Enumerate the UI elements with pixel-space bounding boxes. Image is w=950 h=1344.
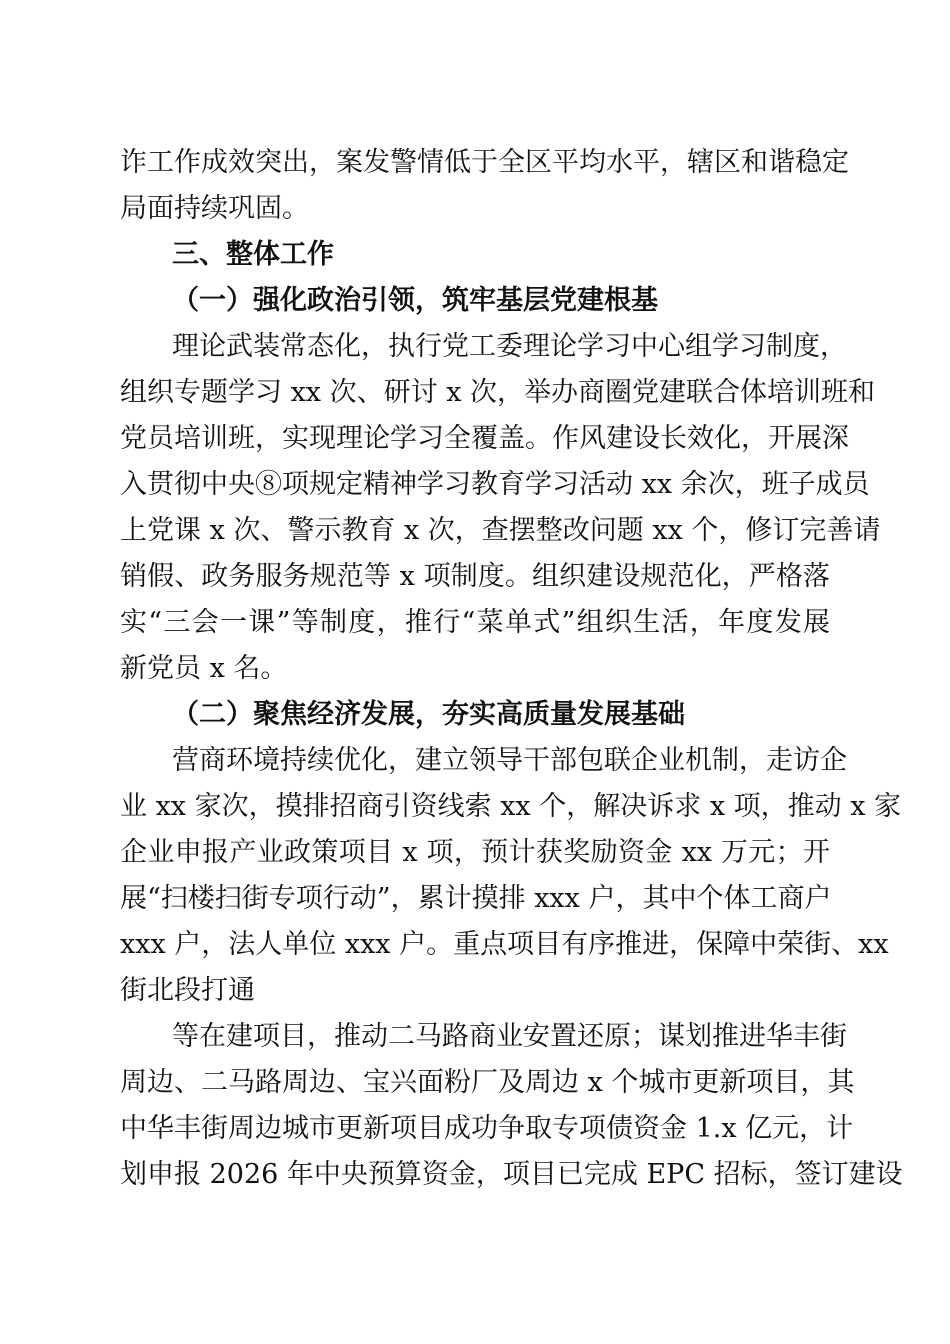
body-text-line: 街北段打通 [120, 975, 255, 1006]
body-text-line: 展“扫楼扫街专项行动”，累计摸排 xxx 户，其中个体工商户 [120, 883, 832, 914]
body-text-line: 诈工作成效突出，案发警情低于全区平均水平，辖区和谐稳定 [120, 147, 849, 178]
body-text-line: 企业申报产业政策项目 x 项，预计获奖励资金 xx 万元；开 [120, 837, 830, 868]
body-text-line: 党员培训班，实现理论学习全覆盖。作风建设长效化，开展深 [120, 423, 849, 454]
subsection-heading: （二）聚焦经济发展，夯实高质量发展基础 [172, 699, 685, 730]
body-text-line: 上党课 x 次、警示教育 x 次，查摆整改问题 xx 个，修订完善请 [120, 515, 881, 546]
body-text-line: 业 xx 家次，摸排招商引资线索 xx 个，解决诉求 x 项，推动 x 家 [120, 791, 902, 822]
body-text-line: 入贯彻中央⑧项规定精神学习教育学习活动 xx 余次，班子成员 [120, 469, 870, 500]
body-text-line: 等在建项目，推动二马路商业安置还原；谋划推进华丰街 [172, 1021, 847, 1052]
body-text-line: xxx 户，法人单位 xxx 户。重点项目有序推进，保障中荣街、xx [120, 929, 889, 960]
body-text-line: 销假、政务服务规范等 x 项制度。组织建设规范化，严格落 [120, 561, 830, 592]
body-text-line: 周边、二马路周边、宝兴面粉厂及周边 x 个城市更新项目，其 [120, 1067, 855, 1098]
body-text-line: 划申报 2026 年中央预算资金，项目已完成 EPC 招标，签订建设 [120, 1159, 903, 1190]
subsection-heading: （一）强化政治引领，筑牢基层党建根基 [172, 285, 658, 316]
body-text-line: 营商环境持续优化，建立领导干部包联企业机制，走访企 [172, 745, 847, 776]
body-text-line: 理论武装常态化，执行党工委理论学习中心组学习制度， [172, 331, 847, 362]
section-heading: 三、整体工作 [172, 239, 334, 270]
body-text-line: 局面持续巩固。 [120, 193, 309, 224]
body-text-line: 实“三会一课”等制度，推行“菜单式”组织生活，年度发展 [120, 607, 830, 638]
body-text-line: 新党员 x 名。 [120, 653, 288, 684]
body-text-line: 组织专题学习 xx 次、研讨 x 次，举办商圈党建联合体培训班和 [120, 377, 876, 408]
body-text-line: 中华丰街周边城市更新项目成功争取专项债资金 1.x 亿元，计 [120, 1113, 854, 1144]
